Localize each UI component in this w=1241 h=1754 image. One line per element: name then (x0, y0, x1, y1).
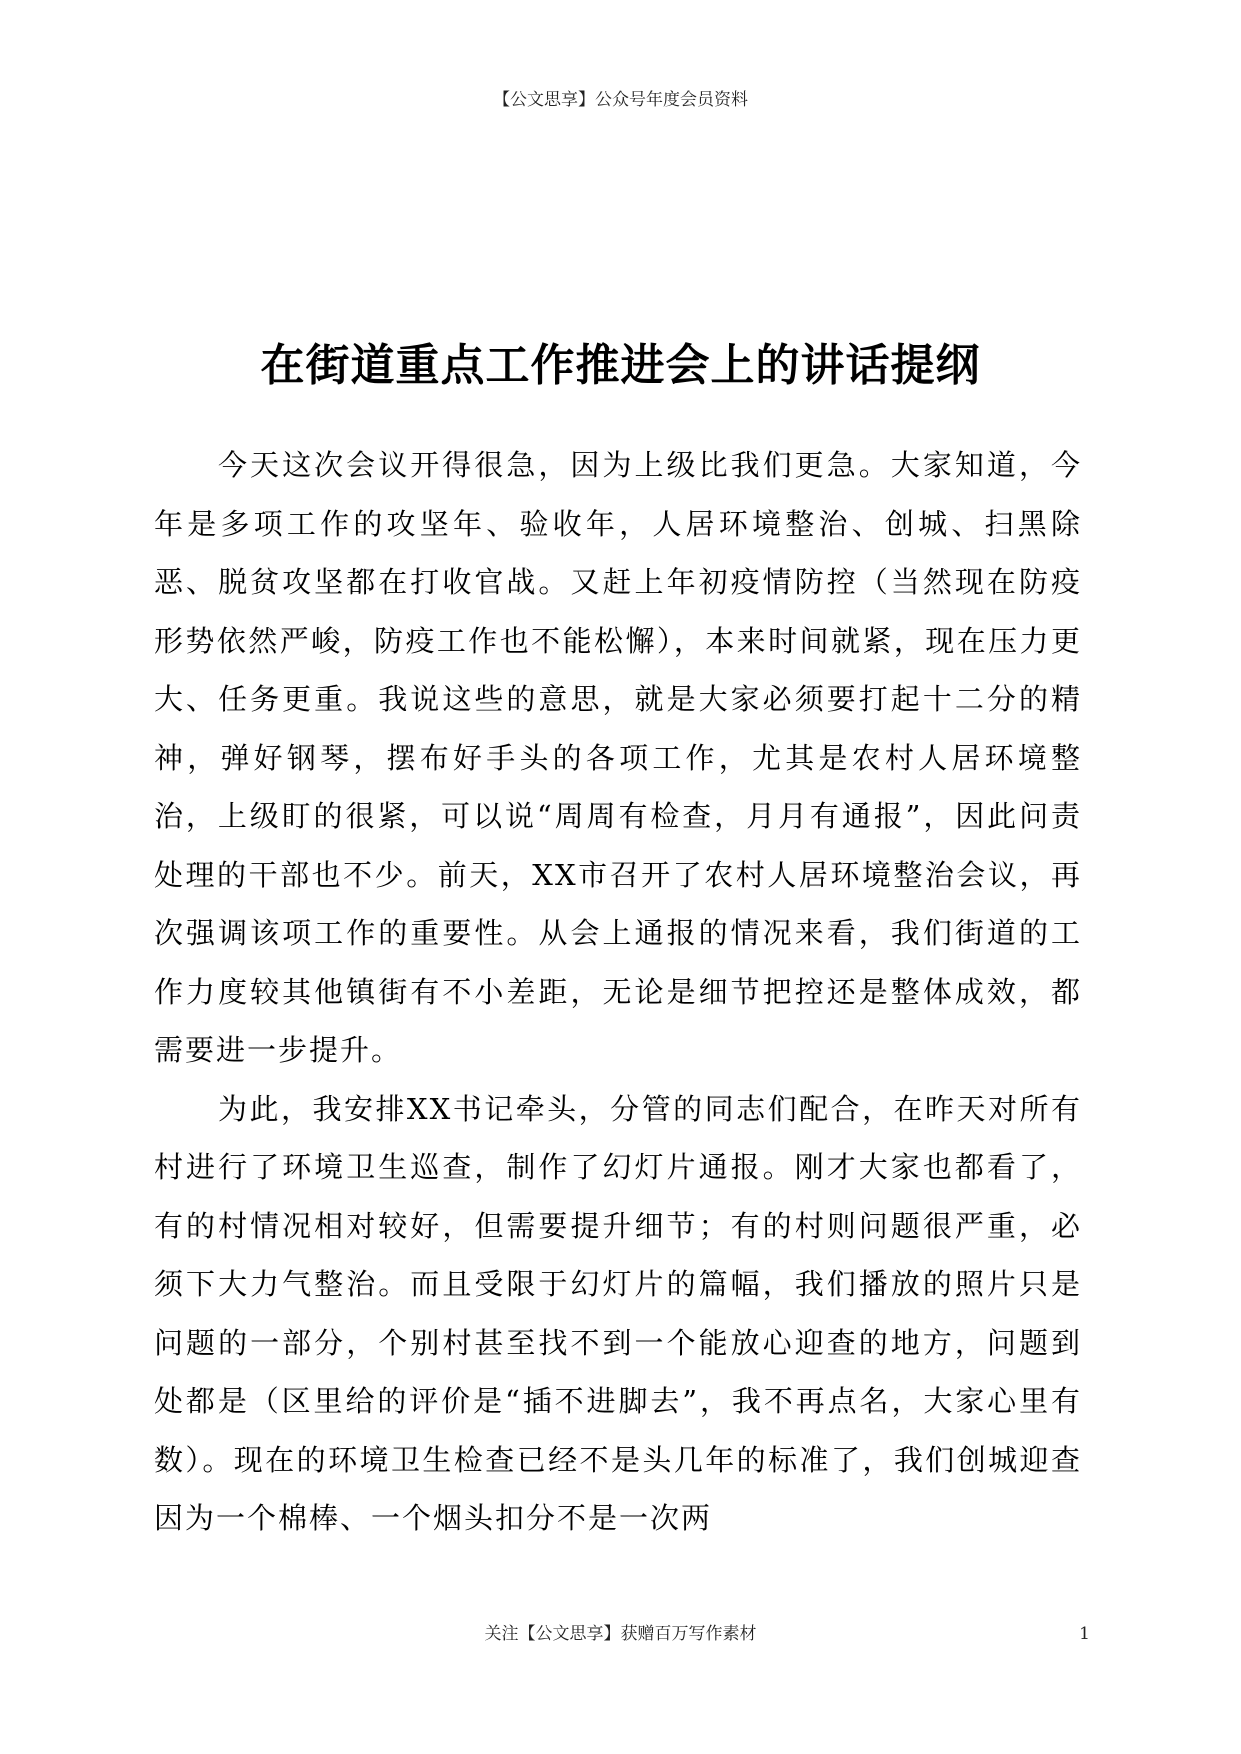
paragraph-2: 为此，我安排XX书记牵头，分管的同志们配合，在昨天对所有村进行了环境卫生巡查，制作了幻灯片通报。刚才大家也都看了，有的村情况相对较好，但需要提升细节；有的村则问题很严重，必须下大力气整治。而且受限于幻灯片的篇幅，我们播放的照片只是问题的一部分，个别村甚至找不到一个能放心迎查的地方，问题到处都是（区里给的评价是“插不进脚去”，我不再点名，大家心里有数）。现在的环境卫生检查已经不是头几年的标准了，我们创城迎查因为一个棉棒、一个烟头扣分不是一次两 (154, 1091, 1082, 1535)
page-number: 1 (1079, 1624, 1090, 1644)
document-title: 在街道重点工作推进会上的讲话提纲 (260, 340, 981, 391)
paragraph-1: 今天这次会议开得很急，因为上级比我们更急。大家知道，今年是多项工作的攻坚年、验收年，人居环境整治、创城、扫黑除恶、脱贫攻坚都在打收官战。又赶上年初疫情防控（当然现在防疫形势依然严峻，防疫工作也不能松懈），本来时间就紧，现在压力更大、任务更重。我说这些的意思，就是大家必须要打起十二分的精神，弹好钢琴，摆布好手头的各项工作，尤其是农村人居环境整治，上级盯的很紧，可以说“周周有检查，月月有通报”，因此问责处理的干部也不少。前天，XX市召开了农村人居环境整治会议，再次强调该项工作的重要性。从会上通报的情况来看，我们街道的工作力度较其他镇街有不小差距，无论是细节把控还是整体成效，都需要进一步提升。 (154, 448, 1082, 1067)
document-body (154, 436, 1082, 1548)
page-header: 【公文思享】公众号年度会员资料 (493, 90, 748, 110)
page-footer: 关注【公文思享】获赠百万写作素材 (484, 1624, 757, 1644)
